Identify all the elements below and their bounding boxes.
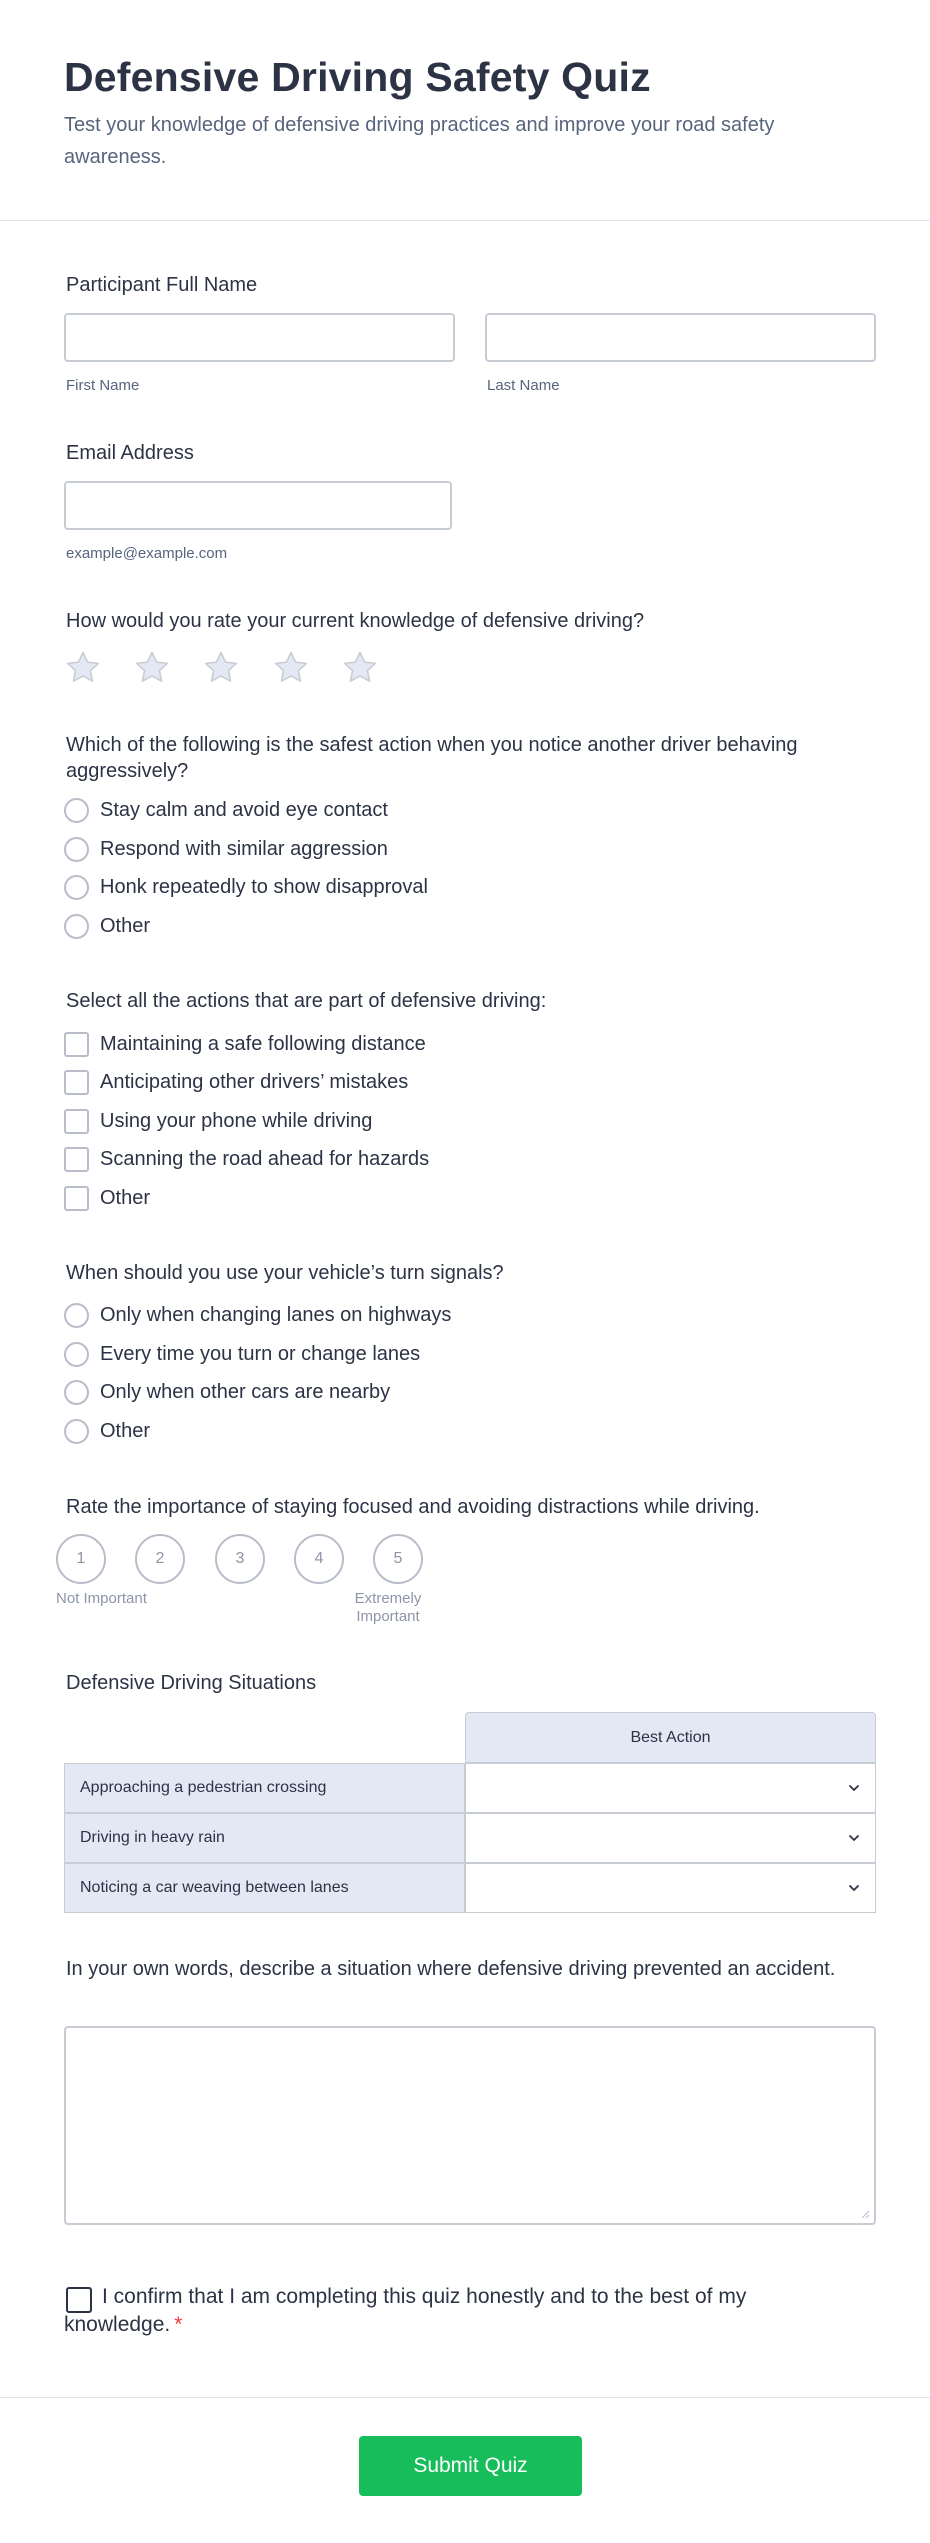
full-name-label: Participant Full Name — [66, 274, 258, 296]
star-icon[interactable] — [272, 649, 310, 687]
scale-option-2[interactable]: 2 — [135, 1534, 185, 1584]
aggressive-option-label: Honk repeatedly to show disapproval — [100, 875, 428, 898]
chevron-down-icon — [847, 1781, 861, 1795]
actions-question: Select all the actions that are part of defensive driving: — [66, 990, 547, 1012]
star-icon[interactable] — [133, 649, 171, 687]
required-asterisk: * — [174, 2313, 183, 2336]
matrix-row-label: Driving in heavy rain — [64, 1813, 465, 1863]
aggressive-option[interactable] — [64, 796, 388, 824]
matrix-action-select[interactable] — [465, 1863, 876, 1913]
chevron-down-icon — [847, 1831, 861, 1845]
aggressive-radio[interactable] — [64, 875, 89, 900]
matrix-row — [64, 1763, 876, 1813]
actions-option[interactable] — [64, 1030, 426, 1058]
scale-max-caption — [348, 1590, 428, 1626]
matrix-column-header: Best Action — [465, 1712, 876, 1763]
aggressive-option[interactable] — [64, 835, 388, 863]
scale-option-5[interactable]: 5 — [373, 1534, 423, 1584]
actions-option-label: Anticipating other drivers’ mistakes — [100, 1070, 409, 1093]
scale-option-4[interactable]: 4 — [294, 1534, 344, 1584]
signals-radio[interactable] — [64, 1380, 89, 1405]
actions-checkbox[interactable] — [64, 1032, 89, 1057]
matrix-row — [64, 1863, 876, 1913]
first-name-sublabel: First Name — [66, 377, 140, 394]
aggressive-option-label: Stay calm and avoid eye contact — [100, 798, 388, 821]
signals-option[interactable] — [64, 1417, 150, 1445]
first-name-input[interactable] — [64, 313, 455, 362]
actions-option-label: Scanning the road ahead for hazards — [100, 1147, 430, 1170]
last-name-input[interactable] — [485, 313, 876, 362]
last-name-sublabel: Last Name — [487, 377, 560, 394]
signals-question: When should you use your vehicle’s turn signals? — [66, 1262, 504, 1284]
actions-checkbox[interactable] — [64, 1109, 89, 1134]
aggressive-option[interactable] — [64, 873, 428, 901]
scale-min-caption: Not Important — [56, 1590, 147, 1607]
actions-option[interactable] — [64, 1068, 408, 1096]
signals-option-label: Every time you turn or change lanes — [100, 1342, 421, 1365]
signals-option[interactable] — [64, 1301, 451, 1329]
matrix-row-label: Noticing a car weaving between lanes — [64, 1863, 465, 1913]
actions-option-label: Other — [100, 1186, 151, 1209]
scale-question: Rate the importance of staying focused and avoiding distractions while driving. — [66, 1496, 760, 1518]
resize-handle-icon[interactable] — [860, 2209, 870, 2219]
page-title: Defensive Driving Safety Quiz — [64, 54, 651, 100]
email-label: Email Address — [66, 442, 194, 464]
matrix-row-label: Approaching a pedestrian crossing — [64, 1763, 465, 1813]
signals-radio[interactable] — [64, 1303, 89, 1328]
aggressive-question: Which of the following is the safest action when you notice another driver behaving aggressively? — [66, 734, 798, 782]
rating-question: How would you rate your current knowledge of defensive driving? — [66, 610, 645, 632]
actions-option-label: Maintaining a safe following distance — [100, 1032, 426, 1055]
email-input[interactable] — [64, 481, 452, 530]
signals-option-label: Only when changing lanes on highways — [100, 1303, 452, 1326]
matrix-row — [64, 1813, 876, 1863]
aggressive-option-label: Other — [100, 914, 151, 937]
actions-option[interactable] — [64, 1145, 429, 1173]
aggressive-radio[interactable] — [64, 914, 89, 939]
star-icon[interactable] — [341, 649, 379, 687]
matrix-title: Defensive Driving Situations — [66, 1672, 317, 1694]
confirm-label — [64, 2283, 824, 2339]
scale-option-1[interactable]: 1 — [56, 1534, 106, 1584]
star-icon[interactable] — [64, 649, 102, 687]
aggressive-option-label: Respond with similar aggression — [100, 837, 388, 860]
confirm-text: I confirm that I am completing this quiz honestly and to the best of my knowledge. — [64, 2285, 747, 2336]
signals-option-label: Other — [100, 1419, 151, 1442]
form-header — [0, 0, 930, 221]
scale-option-3[interactable]: 3 — [215, 1534, 265, 1584]
chevron-down-icon — [847, 1881, 861, 1895]
signals-radio[interactable] — [64, 1342, 89, 1367]
page-subtitle: Test your knowledge of defensive driving practices and improve your road safety awareness. — [64, 114, 775, 168]
signals-radio[interactable] — [64, 1419, 89, 1444]
essay-textarea[interactable] — [64, 2026, 876, 2225]
signals-option[interactable] — [64, 1378, 390, 1406]
actions-option[interactable] — [64, 1184, 150, 1212]
star-icon[interactable] — [202, 649, 240, 687]
signals-option-label: Only when other cars are nearby — [100, 1380, 391, 1403]
matrix-action-select[interactable] — [465, 1813, 876, 1863]
actions-checkbox[interactable] — [64, 1147, 89, 1172]
submit-button[interactable]: Submit Quiz — [359, 2436, 582, 2496]
actions-option-label: Using your phone while driving — [100, 1109, 373, 1132]
actions-option[interactable] — [64, 1107, 372, 1135]
aggressive-radio[interactable] — [64, 837, 89, 862]
email-sublabel: example@example.com — [66, 545, 228, 562]
essay-question: In your own words, describe a situation where defensive driving prevented an accident. — [66, 1958, 836, 1980]
scale-max-caption-line2: Important — [356, 1608, 420, 1625]
aggressive-option[interactable] — [64, 912, 150, 940]
scale-max-caption-line1: Extremely — [354, 1590, 422, 1607]
signals-option[interactable] — [64, 1340, 420, 1368]
aggressive-radio[interactable] — [64, 798, 89, 823]
matrix-action-select[interactable] — [465, 1763, 876, 1813]
actions-checkbox[interactable] — [64, 1070, 89, 1095]
actions-checkbox[interactable] — [64, 1186, 89, 1211]
